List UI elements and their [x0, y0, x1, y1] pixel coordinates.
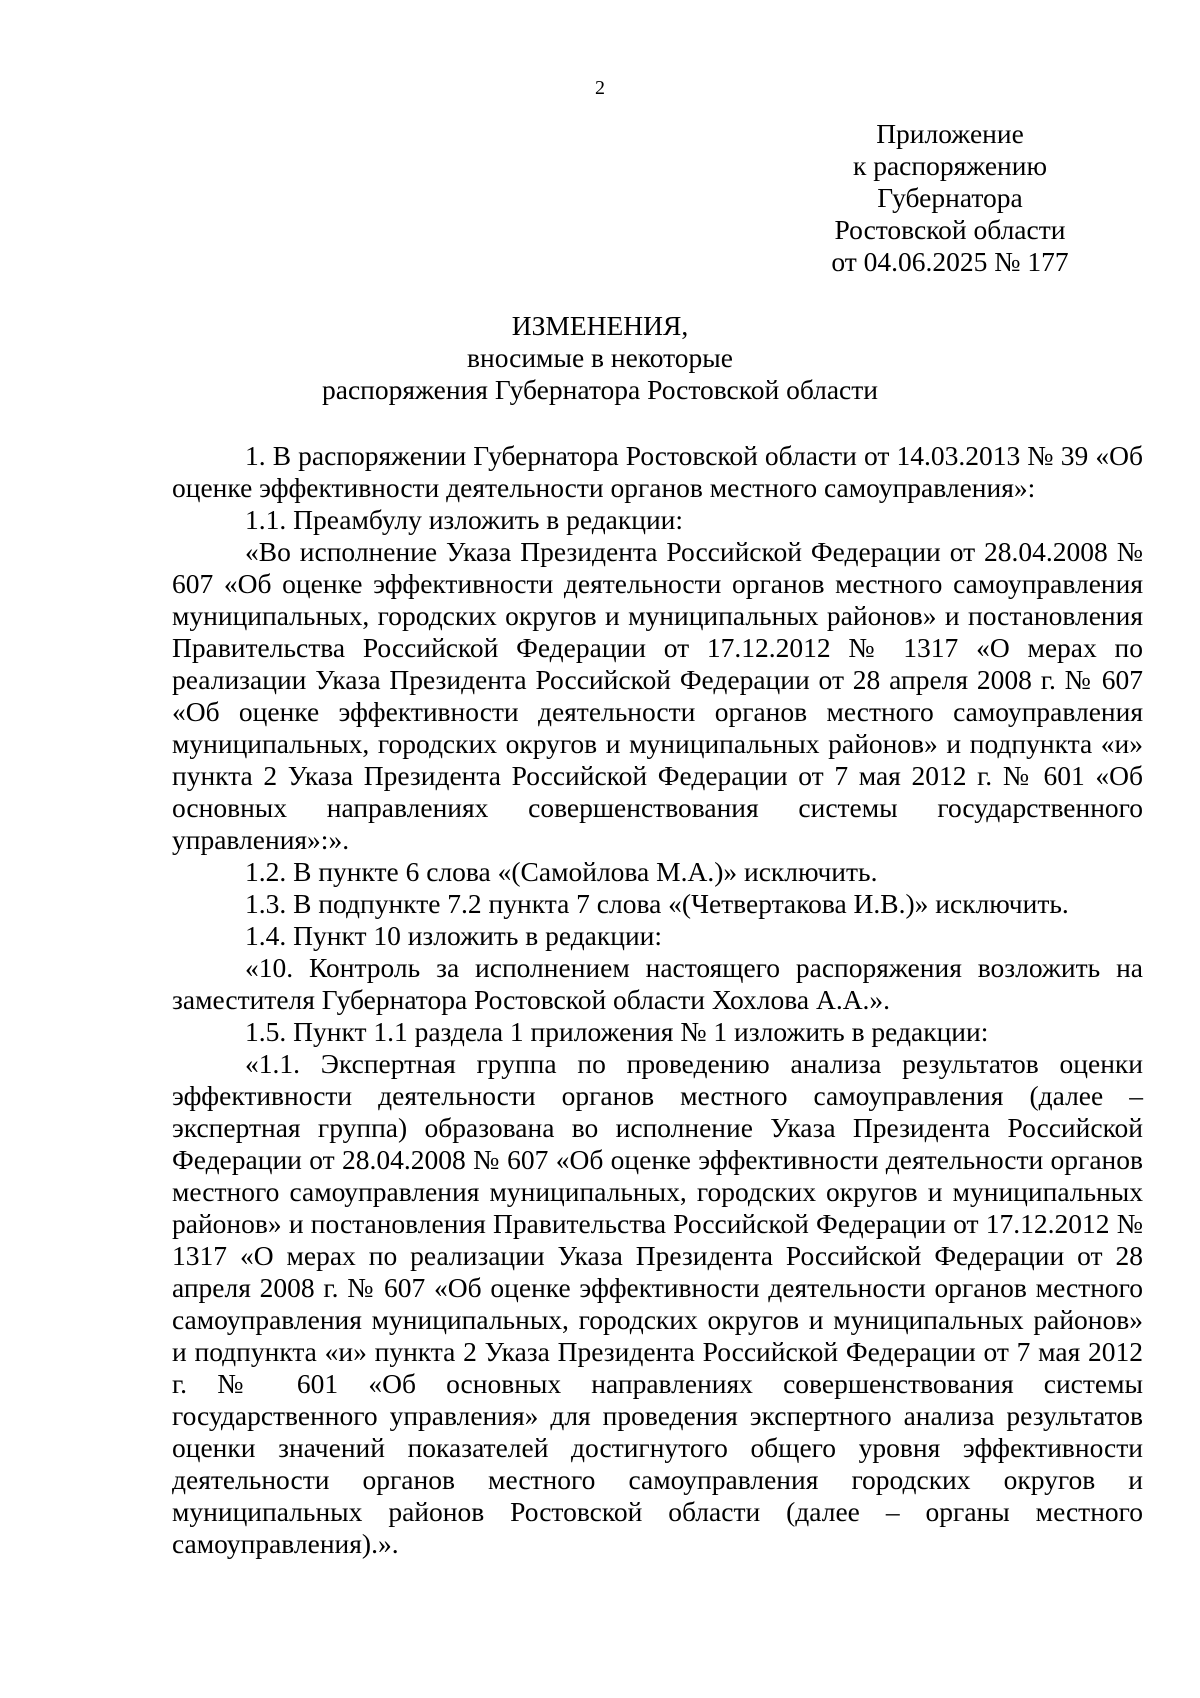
document-body — [172, 440, 1143, 1560]
paragraph-preamble-text: «Во исполнение Указа Президента Российской Федерации от 28.04.2008 № 607 «Об оценке эффективности деятельности органов местного самоуправления муниципальных, городских округов и муниципальных районов» и постановления Правительства Российской Федерации от 17.12.2012 № 1317 «О мерах по реализации Указа Президента Российской Федерации от 28 апреля 2008 г. № 607 «Об оценке эффективности деятельности органов местного самоуправления муниципальных, городских округов и муниципальных районов» и подпункта «и» пункта 2 Указа Президента Российской Федерации от 7 мая 2012 г. № 601 «Об основных направлениях совершенствования системы государственного управления»:». — [172, 536, 1143, 855]
paragraph-expert-group-text: «1.1. Экспертная группа по проведению анализа результатов оценки эффективности деятельности органов местного самоуправления (далее – экспертная группа) образована во исполнение Указа Президента Российской Федерации от 28.04.2008 № 607 «Об оценке эффективности деятельности органов местного самоуправления муниципальных, городских округов и муниципальных районов» и постановления Правительства Российской Федерации от 17.12.2012 № 1317 «О мерах по реализации Указа Президента Российской Федерации от 28 апреля 2008 г. № 607 «Об оценке эффективности деятельности органов местного самоуправления муниципальных, городских округов и муниципальных районов» и подпункта «и» пункта 2 Указа Президента Российской Федерации от 7 мая 2012 г. № 601 «Об основных направлениях совершенствования системы государственного управления» для проведения экспертного анализа результатов оценки значений показателей достигнутого общего уровня эффективности деятельности органов местного самоуправления городских округов и муниципальных районов Ростовской области (далее – органы местного самоуправления).». — [172, 1048, 1143, 1559]
page-number: 2 — [595, 77, 605, 99]
title-heading: ИЗМЕНЕНИЯ, — [511, 310, 689, 341]
annex-line-date-number: от 04.06.2025 № 177 — [831, 246, 1069, 277]
annex-line-to-order: к распоряжению — [852, 150, 1048, 181]
paragraph-item-1-1: 1.1. Преамбулу изложить в редакции: — [245, 504, 684, 535]
paragraph-item-10-text: «10. Контроль за исполнением настоящего распоряжения возложить на заместителя Губернатора Ростовской области Хохлова А.А.». — [172, 952, 1143, 1015]
annex-line-appendix: Приложение — [876, 118, 1024, 149]
document-title — [300, 310, 900, 406]
paragraph-item-1-2: 1.2. В пункте 6 слова «(Самойлова М.А.)» исключить. — [245, 856, 878, 887]
paragraph-item-1-4: 1.4. Пункт 10 изложить в редакции: — [245, 920, 663, 951]
paragraph-item-1-3: 1.3. В подпункте 7.2 пункта 7 слова «(Четвертакова И.В.)» исключить. — [245, 888, 1069, 919]
annex-line-governor: Губернатора — [877, 182, 1023, 213]
paragraph-item-1-5: 1.5. Пункт 1.1 раздела 1 приложения № 1 изложить в редакции: — [245, 1016, 989, 1047]
annex-header — [820, 118, 1080, 278]
title-subtitle-2: распоряжения Губернатора Ростовской области — [321, 374, 878, 405]
title-subtitle-1: вносимые в некоторые — [467, 342, 733, 373]
paragraph-item-1: 1. В распоряжении Губернатора Ростовской области от 14.03.2013 № 39 «Об оценке эффективности деятельности органов местного самоуправления»: — [172, 440, 1143, 503]
annex-line-region: Ростовской области — [834, 214, 1066, 245]
